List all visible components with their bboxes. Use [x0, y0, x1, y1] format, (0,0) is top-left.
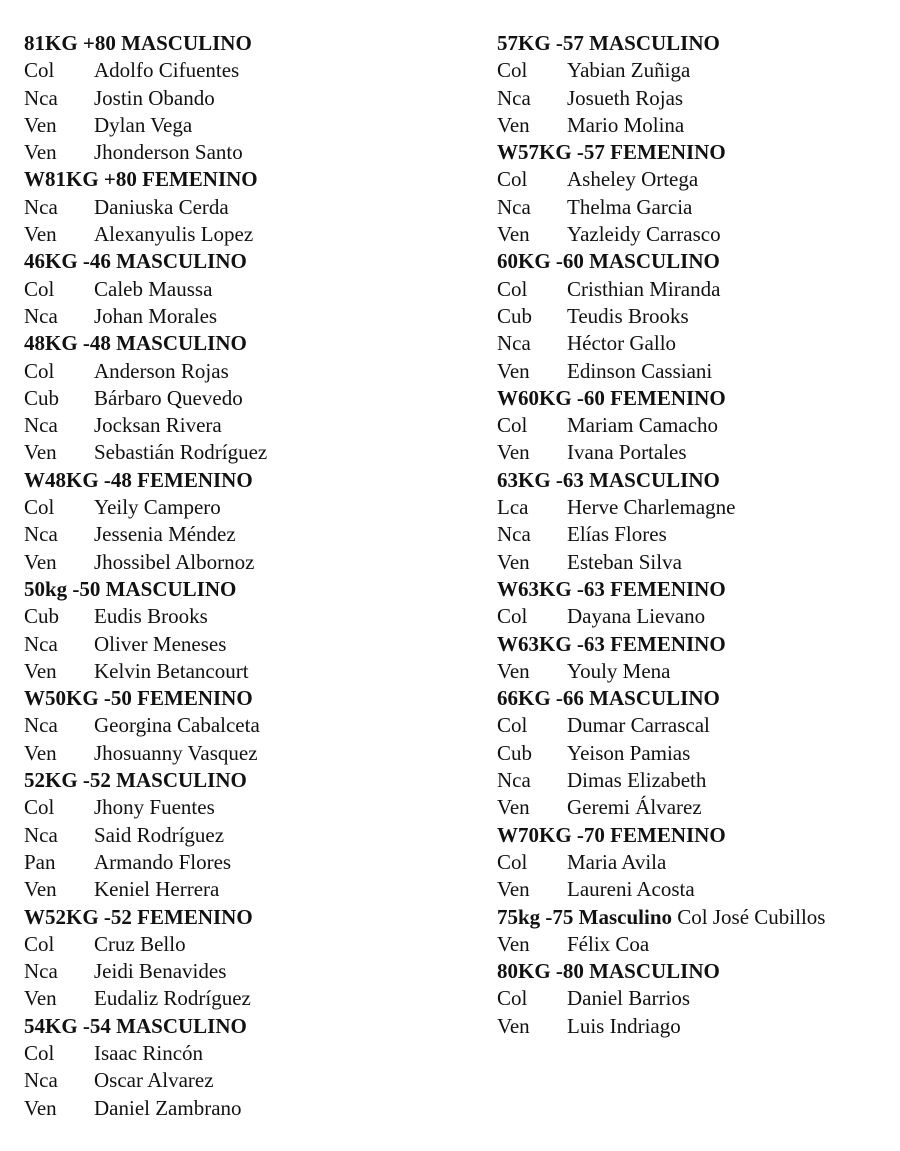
- category-label: 81KG +80 MASCULINO: [24, 31, 252, 55]
- country-code: Ven: [24, 1095, 57, 1120]
- country-code: Cub: [24, 604, 60, 629]
- athlete-row: [24, 603, 464, 630]
- athlete-row: [24, 985, 464, 1012]
- country-code: Ven: [497, 112, 530, 137]
- weight-category-heading: [24, 330, 464, 357]
- weight-category-group: [24, 767, 464, 903]
- athlete-name: Jeidi Benavides: [94, 959, 227, 984]
- athlete-row: [24, 57, 464, 84]
- weight-category-group: [24, 248, 464, 330]
- athlete-row: [497, 521, 897, 548]
- country-code: Ven: [497, 440, 530, 465]
- athlete-row: [24, 549, 464, 576]
- athlete-row: [497, 194, 897, 221]
- country-code: Ven: [24, 740, 57, 765]
- country-code: Cub: [24, 385, 60, 410]
- athlete-row: [497, 794, 897, 821]
- country-code: Nca: [24, 194, 58, 219]
- athlete-row: [497, 358, 897, 385]
- athlete-name: Adolfo Cifuentes: [94, 58, 240, 83]
- country-code: Ven: [497, 795, 530, 820]
- country-code: Col: [24, 495, 55, 520]
- category-label: 46KG -46 MASCULINO: [24, 249, 247, 274]
- athlete-name: Ivana Portales: [567, 440, 687, 465]
- country-code: Ven: [24, 877, 57, 902]
- weight-category-group: [24, 467, 464, 576]
- athlete-name: Dumar Carrascal: [567, 713, 710, 738]
- weight-category-heading: [24, 467, 464, 494]
- weight-category-heading: [24, 1013, 464, 1040]
- category-label: W57KG -57 FEMENINO: [497, 140, 726, 165]
- athlete-row: [24, 1067, 464, 1094]
- athlete-name: Mario Molina: [567, 112, 685, 137]
- athlete-row: [497, 985, 897, 1012]
- weight-category-group: [497, 385, 897, 467]
- weight-category-group: [497, 576, 897, 631]
- country-code: Ven: [497, 549, 530, 574]
- athlete-name: Eudaliz Rodríguez: [94, 986, 251, 1011]
- country-code: Col: [497, 413, 528, 438]
- athlete-row: [24, 658, 464, 685]
- athlete-name: Mariam Camacho: [567, 413, 719, 438]
- country-code: Nca: [497, 331, 531, 356]
- athlete-row: [24, 931, 464, 958]
- category-label: 50kg -50 MASCULINO: [24, 576, 237, 601]
- category-label: W52KG -52 FEMENINO: [24, 904, 253, 929]
- athlete-row: [24, 521, 464, 548]
- country-code: Nca: [24, 85, 58, 110]
- athlete-name: Johan Morales: [94, 303, 218, 328]
- athlete-name: Keniel Herrera: [94, 877, 220, 902]
- weight-category-heading: [497, 685, 897, 712]
- country-code: Nca: [497, 768, 531, 793]
- category-label: 66KG -66 MASCULINO: [497, 686, 720, 711]
- weight-category-heading: [24, 248, 464, 275]
- category-label: 54KG -54 MASCULINO: [24, 1013, 247, 1038]
- country-code: Nca: [497, 194, 531, 219]
- country-code: Ven: [24, 658, 57, 683]
- athlete-name: Esteban Silva: [567, 549, 682, 574]
- athlete-name: Cruz Bello: [94, 931, 186, 956]
- weight-category-heading: [497, 958, 897, 985]
- country-code: Ven: [24, 986, 57, 1011]
- athlete-name: Josueth Rojas: [567, 85, 684, 110]
- country-code: Ven: [497, 658, 530, 683]
- athlete-row: [497, 931, 897, 958]
- athlete-row: [497, 303, 897, 330]
- athlete-row: [24, 112, 464, 139]
- country-code: Col: [24, 931, 55, 956]
- athlete-row: [497, 330, 897, 357]
- athlete-row: [24, 876, 464, 903]
- athlete-row: [24, 139, 464, 166]
- country-code: Col: [24, 1040, 55, 1065]
- category-label: 52KG -52 MASCULINO: [24, 768, 247, 793]
- country-code: Nca: [24, 303, 58, 328]
- athlete-name: Thelma Garcia: [567, 194, 693, 219]
- athlete-row: [24, 712, 464, 739]
- country-code: Ven: [24, 549, 57, 574]
- athlete-name: Jhony Fuentes: [94, 795, 215, 820]
- weight-category-group: [497, 822, 897, 904]
- weight-category-heading: [497, 576, 897, 603]
- athlete-name: Edinson Cassiani: [567, 358, 713, 383]
- country-code: Col: [497, 713, 528, 738]
- athlete-row: [497, 276, 897, 303]
- weight-category-heading: [24, 685, 464, 712]
- weight-category-group: [24, 1013, 464, 1122]
- athlete-name: Daniuska Cerda: [94, 194, 229, 219]
- weight-category-heading: [24, 30, 464, 57]
- weight-category-heading: [24, 904, 464, 931]
- category-label: W60KG -60 FEMENINO: [497, 385, 726, 410]
- country-code: Ven: [24, 222, 57, 247]
- athlete-row: [497, 712, 897, 739]
- category-label: W63KG -63 FEMENINO: [497, 631, 726, 656]
- athlete-name: Jhossibel Albornoz: [94, 549, 255, 574]
- athlete-name: Georgina Cabalceta: [94, 713, 260, 738]
- country-code: Nca: [24, 631, 58, 656]
- country-code: Nca: [24, 713, 58, 738]
- category-label: 57KG -57 MASCULINO: [497, 31, 720, 55]
- athlete-name: Dimas Elizabeth: [567, 768, 707, 793]
- country-code: Col: [24, 58, 55, 83]
- category-label: W50KG -50 FEMENINO: [24, 686, 253, 711]
- weight-category-group: [497, 904, 897, 959]
- athlete-name: Dylan Vega: [94, 112, 193, 137]
- category-label: 63KG -63 MASCULINO: [497, 467, 720, 492]
- athlete-name: Kelvin Betancourt: [94, 658, 249, 683]
- athlete-name: Caleb Maussa: [94, 276, 213, 301]
- athlete-row: [497, 767, 897, 794]
- athlete-row: [24, 1095, 464, 1122]
- left-column: [24, 30, 464, 1122]
- weight-category-heading: [497, 30, 897, 57]
- athlete-row: [497, 603, 897, 630]
- athlete-name: Maria Avila: [567, 849, 667, 874]
- athlete-row: [497, 439, 897, 466]
- country-code: Ven: [497, 877, 530, 902]
- weight-category-group: [497, 685, 897, 821]
- weight-category-heading: [24, 576, 464, 603]
- country-code: Nca: [24, 522, 58, 547]
- athlete-name: Elías Flores: [567, 522, 667, 547]
- athlete-name: Jocksan Rivera: [94, 413, 222, 438]
- athlete-row: [497, 876, 897, 903]
- athlete-name: Yeison Pamias: [567, 740, 691, 765]
- athlete-row: [497, 57, 897, 84]
- category-label: W63KG -63 FEMENINO: [497, 576, 726, 601]
- athlete-name: Alexanyulis Lopez: [94, 222, 254, 247]
- athlete-name: Yazleidy Carrasco: [567, 222, 721, 247]
- athlete-row: [497, 658, 897, 685]
- country-code: Pan: [24, 849, 56, 874]
- weight-category-group: [24, 166, 464, 248]
- athlete-name: Daniel Zambrano: [94, 1095, 242, 1120]
- weight-category-heading: [24, 767, 464, 794]
- category-label: 60KG -60 MASCULINO: [497, 249, 720, 274]
- athlete-name: Teudis Brooks: [567, 303, 689, 328]
- athlete-name: Sebastián Rodríguez: [94, 440, 268, 465]
- weight-category-heading: [24, 166, 464, 193]
- country-code: Ven: [24, 140, 57, 165]
- country-code: Ven: [497, 1013, 530, 1038]
- athlete-name: Cristhian Miranda: [567, 276, 721, 301]
- athlete-name: Yabian Zuñiga: [567, 58, 691, 83]
- athlete-row: [497, 112, 897, 139]
- athlete-row: [24, 194, 464, 221]
- category-label: 75kg -75 Masculino: [497, 904, 673, 929]
- weight-category-group: [497, 467, 897, 576]
- category-label: 80KG -80 MASCULINO: [497, 959, 720, 984]
- country-code: Ven: [497, 222, 530, 247]
- country-code: Col: [497, 167, 528, 192]
- athlete-row: [24, 85, 464, 112]
- country-code: Lca: [497, 495, 529, 520]
- athlete-row: [24, 958, 464, 985]
- athlete-name: Jhosuanny Vasquez: [94, 740, 258, 765]
- athlete-name: Anderson Rojas: [94, 358, 229, 383]
- athlete-name: Luis Indriago: [567, 1013, 681, 1038]
- athlete-name: Herve Charlemagne: [567, 495, 736, 520]
- athlete-row: [24, 385, 464, 412]
- weight-category-heading: [497, 139, 897, 166]
- athlete-name: Héctor Gallo: [567, 331, 677, 356]
- athlete-row: [24, 276, 464, 303]
- athlete-row: [497, 221, 897, 248]
- athlete-row: [497, 85, 897, 112]
- country-code: Ven: [497, 358, 530, 383]
- country-code: Col: [24, 276, 55, 301]
- athlete-name: Félix Coa: [567, 931, 650, 956]
- athlete-name: Oliver Meneses: [94, 631, 227, 656]
- country-code: Col: [497, 986, 528, 1011]
- athlete-name: Bárbaro Quevedo: [94, 385, 243, 410]
- athlete-name: Geremi Álvarez: [567, 795, 702, 820]
- category-label: W81KG +80 FEMENINO: [24, 167, 258, 192]
- weight-category-group: [497, 631, 897, 686]
- athlete-row: [24, 439, 464, 466]
- athlete-row: [497, 166, 897, 193]
- country-code: Nca: [497, 522, 531, 547]
- weight-category-group: [24, 330, 464, 466]
- athlete-row: [497, 849, 897, 876]
- right-column: [497, 30, 897, 1040]
- athlete-row: [24, 221, 464, 248]
- athlete-row: [24, 1040, 464, 1067]
- athlete-row: [497, 740, 897, 767]
- country-code: Col: [497, 849, 528, 874]
- inline-athlete-entry: Col José Cubillos: [677, 904, 826, 929]
- weight-category-group: [24, 30, 464, 166]
- weight-category-group: [24, 576, 464, 685]
- athlete-row: [497, 1013, 897, 1040]
- athlete-name: Jhonderson Santo: [94, 140, 243, 165]
- athlete-name: Yeily Campero: [94, 495, 221, 520]
- country-code: Nca: [497, 85, 531, 110]
- weight-category-group: [497, 30, 897, 139]
- country-code: Cub: [497, 740, 533, 765]
- athlete-name: Jostin Obando: [94, 85, 215, 110]
- weight-category-group: [497, 139, 897, 248]
- athlete-name: Oscar Alvarez: [94, 1068, 214, 1093]
- weight-category-group: [497, 248, 897, 384]
- athlete-name: Laureni Acosta: [567, 877, 695, 902]
- weight-category-heading: [497, 631, 897, 658]
- athlete-name: Daniel Barrios: [567, 986, 691, 1011]
- athlete-name: Eudis Brooks: [94, 604, 208, 629]
- athlete-name: Asheley Ortega: [567, 167, 699, 192]
- weight-category-heading: [497, 822, 897, 849]
- weight-category-group: [24, 685, 464, 767]
- country-code: Cub: [497, 303, 533, 328]
- athlete-name: Youly Mena: [567, 658, 671, 683]
- weight-category-heading: [497, 248, 897, 275]
- athlete-row: [497, 494, 897, 521]
- category-label: W48KG -48 FEMENINO: [24, 467, 253, 492]
- weight-category-heading: [497, 385, 897, 412]
- country-code: Col: [24, 358, 55, 383]
- country-code: Nca: [24, 1068, 58, 1093]
- country-code: Col: [24, 795, 55, 820]
- weight-category-group: [24, 904, 464, 1013]
- country-code: Nca: [24, 959, 58, 984]
- country-code: Ven: [497, 931, 530, 956]
- athlete-row: [24, 412, 464, 439]
- athlete-row: [24, 303, 464, 330]
- athlete-row: [497, 549, 897, 576]
- country-code: Ven: [24, 112, 57, 137]
- athlete-row: [24, 822, 464, 849]
- athlete-row: [24, 849, 464, 876]
- athlete-row: [24, 631, 464, 658]
- athlete-row: [24, 358, 464, 385]
- country-code: Ven: [24, 440, 57, 465]
- athlete-row: [24, 740, 464, 767]
- athlete-row: [24, 794, 464, 821]
- athlete-name: Said Rodríguez: [94, 822, 225, 847]
- country-code: Col: [497, 604, 528, 629]
- weight-category-heading: [497, 467, 897, 494]
- athlete-name: Dayana Lievano: [567, 604, 706, 629]
- country-code: Col: [497, 276, 528, 301]
- athlete-name: Jessenia Méndez: [94, 522, 236, 547]
- athlete-row: [497, 412, 897, 439]
- athlete-row: [24, 494, 464, 521]
- athlete-name: Isaac Rincón: [94, 1040, 204, 1065]
- weight-category-heading: [497, 904, 897, 931]
- category-label: 48KG -48 MASCULINO: [24, 331, 247, 356]
- weight-category-group: [497, 958, 897, 1040]
- country-code: Nca: [24, 822, 58, 847]
- country-code: Col: [497, 58, 528, 83]
- category-label: W70KG -70 FEMENINO: [497, 822, 726, 847]
- country-code: Nca: [24, 413, 58, 438]
- athlete-name: Armando Flores: [94, 849, 232, 874]
